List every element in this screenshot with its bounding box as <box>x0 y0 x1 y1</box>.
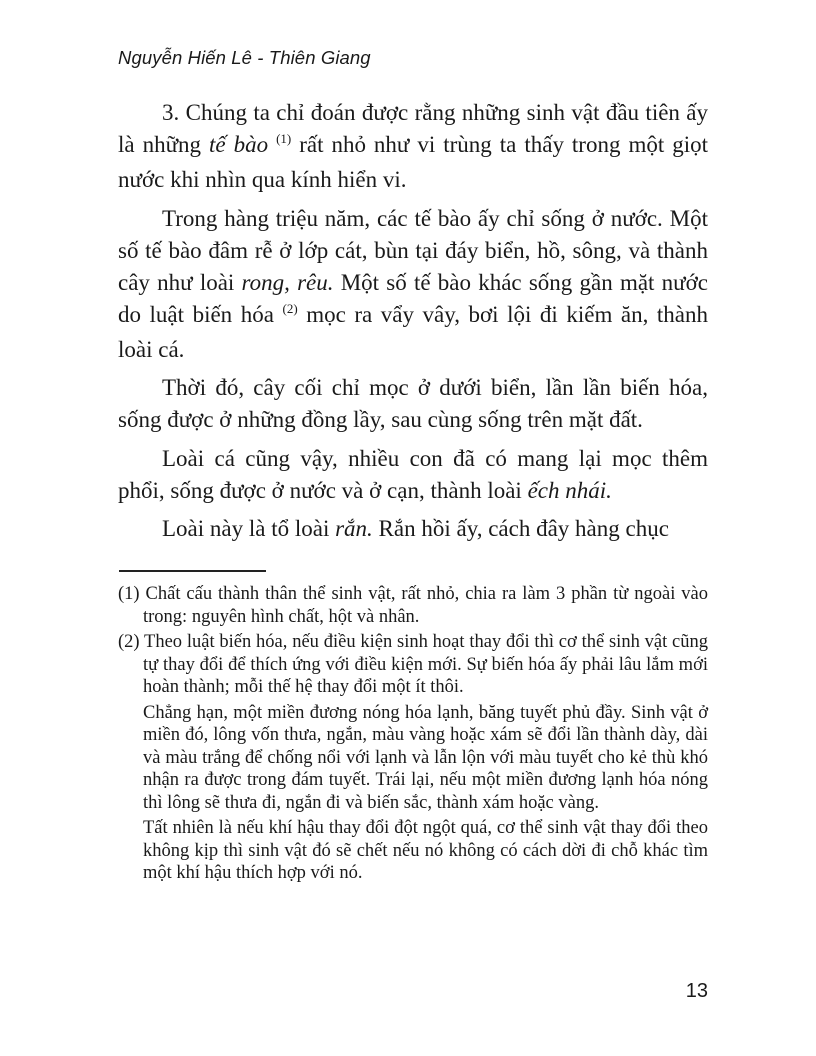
main-text <box>118 97 708 552</box>
text-run: mọc ra vẩy vây, bơi lội đi kiếm ăn, thành loài cá. <box>118 301 709 362</box>
footnote-1: (1) Chất cấu thành thân thể sinh vật, rất nhỏ, chia ra làm 3 phần từ ngoài vào trong: nguyên hình chất, hột và nhân. <box>118 584 708 627</box>
italic-term: rong, rêu. <box>241 269 334 295</box>
footnotes <box>118 583 708 888</box>
page-number: 13 <box>685 980 708 1002</box>
paragraph-4 <box>118 443 708 507</box>
footnote-2-continued: Tất nhiên là nếu khí hậu thay đổi đột ngột quá, cơ thể sinh vật thay đổi theo không kịp thì sinh vật đó sẽ chết nếu nó không có cách dời đi chỗ khác tìm một khí hậu thích hợp với nó. <box>143 818 708 883</box>
paragraph-1 <box>118 97 708 196</box>
text-run: Thời đó, cây cối chỉ mọc ở dưới biển, lần lần biến hóa, sống được ở những đồng lầy, sau cùng sống trên mặt đất. <box>118 375 708 432</box>
text-run: Rắn hồi ấy, cách đây hàng chục <box>372 516 669 541</box>
text-run: rất nhỏ như vi trùng ta thấy trong một giọt nước khi nhìn qua kính hiển vi. <box>118 132 708 192</box>
footnote-2-continued: Chẳng hạn, một miền đương nóng hóa lạnh, băng tuyết phủ đầy. Sinh vật ở miền đó, lông vốn thưa, ngắn, màu vàng hoặc xám sẽ đổi lần thành dày, dài và màu trắng để chống nổi với lạnh và lẫn lộn với màu tuyết cho kẻ thù khó nhận ra được trong đám tuyết. Trái lại, nếu một miền đương lạnh hóa nóng thì lông sẽ thưa đi, ngắn đi và biến sắc, thành xám hoặc vàng. <box>143 702 708 813</box>
footnote-divider <box>119 570 266 572</box>
running-header: Nguyễn Hiến Lê - Thiên Giang <box>118 47 371 68</box>
text-run: Một số tế bào khác sống gần mặt nước do luật biến hóa <box>118 269 708 327</box>
italic-term: rắn. <box>335 516 373 541</box>
paragraph-5 <box>118 513 708 545</box>
italic-term: ếch nhái. <box>527 477 612 503</box>
paragraph-2 <box>118 203 708 366</box>
paragraph-3 <box>118 372 708 436</box>
footnote-ref-2: (2) <box>282 300 298 316</box>
italic-term: tế bào <box>209 132 269 157</box>
text-run: Loài cá cũng vậy, nhiều con đã có mang lại mọc thêm phổi, sống được ở nước và ở cạn, thành loài <box>118 445 708 503</box>
text-run: 3. Chúng ta chỉ đoán được rằng những sinh vật đầu tiên ấy là những <box>118 100 708 157</box>
footnote-2: (2) Theo luật biến hóa, nếu điều kiện sinh hoạt thay đổi thì cơ thể sinh vật cũng tự thay đổi để thích ứng với điều kiện mới. Sự biến hóa ấy phải lâu lắm mới hoàn thành; mỗi thế hệ thay đổi một ít thôi. <box>118 632 708 697</box>
text-run: Loài này là tổ loài <box>162 516 336 541</box>
footnote-ref-1: (1) <box>276 131 292 146</box>
text-run: Trong hàng triệu năm, các tế bào ấy chỉ sống ở nước. Một số tế bào đâm rễ ở lớp cát, bùn tại đáy biển, hồ, sông, và thành cây như loài <box>118 205 708 295</box>
